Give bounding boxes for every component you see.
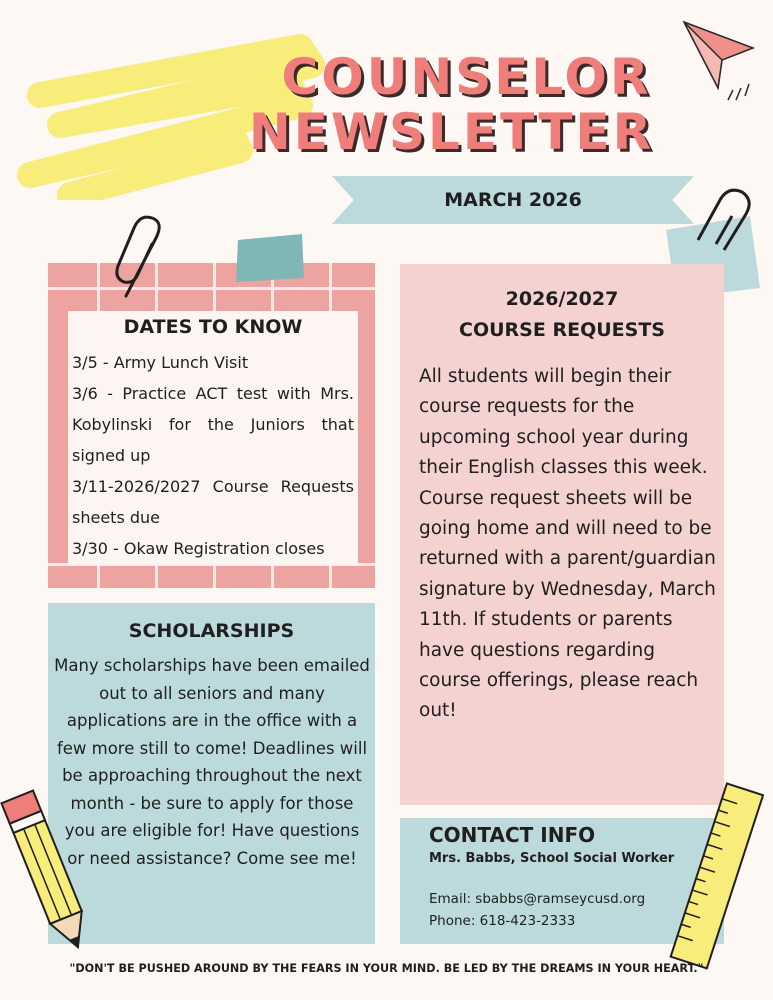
contact-email[interactable]: Email: sbabbs@ramseycusd.org [429,891,646,907]
list-item: 3/11-2026/2027 Course Requests sheets due [72,477,354,527]
list-item: 3/30 - Okaw Registration closes [72,539,325,558]
tape-decoration [232,232,308,284]
dates-to-know-list [72,347,354,564]
scholarships-body: Many scholarships have been emailed out to all seniors and many applications are in the office with a few more still to come! Deadlines will be approaching throughout the next month - be sure to apply for those you are eligible for! Have questions or need assistance? Come see me! [54,656,370,868]
dates-to-know-title: DATES TO KNOW [123,316,303,338]
scholarships-title: SCHOLARSHIPS [128,620,295,642]
pencil-icon [0,780,100,960]
course-requests-title-line1: 2026/2027 [505,288,619,310]
frame-grid-line [97,263,100,311]
date-banner-text: MARCH 2026 [444,189,582,211]
paperclip-icon [112,214,172,309]
frame-grid-line [155,565,158,588]
contact-info-title: CONTACT INFO [429,823,596,847]
newsletter-title-line1: COUNSELOR [281,48,652,106]
list-item: 3/5 - Army Lunch Visit [72,353,249,372]
newsletter-title-line2: NEWSLETTER [248,103,655,161]
frame-grid-line [97,565,100,588]
course-requests-title [400,284,724,346]
inspirational-quote: "DON'T BE PUSHED AROUND BY THE FEARS IN YOUR MIND. BE LED BY THE DREAMS IN YOUR HEART." [69,962,704,975]
frame-grid-line [213,565,216,588]
frame-grid-line [213,263,216,311]
course-requests-body: All students will begin their course requests for the upcoming school year during their English classes this week. Course request sheets will be going home and will need to be returned with a parent/guardian signature by Wednesday, March 11th. If students or parents have questions regarding course offerings, please reach out! [419,366,716,722]
frame-grid-line [271,565,274,588]
course-requests-title-line2: COURSE REQUESTS [459,319,665,341]
contact-name: Mrs. Babbs, School Social Worker [429,851,675,866]
ruler-icon [664,780,764,970]
list-item: 3/6 - Practice ACT test with Mrs. Kobylinski for the Juniors that signed up [72,384,354,465]
frame-grid-line [329,565,332,588]
frame-grid-line [329,263,332,311]
contact-phone[interactable]: Phone: 618-423-2333 [429,913,576,929]
